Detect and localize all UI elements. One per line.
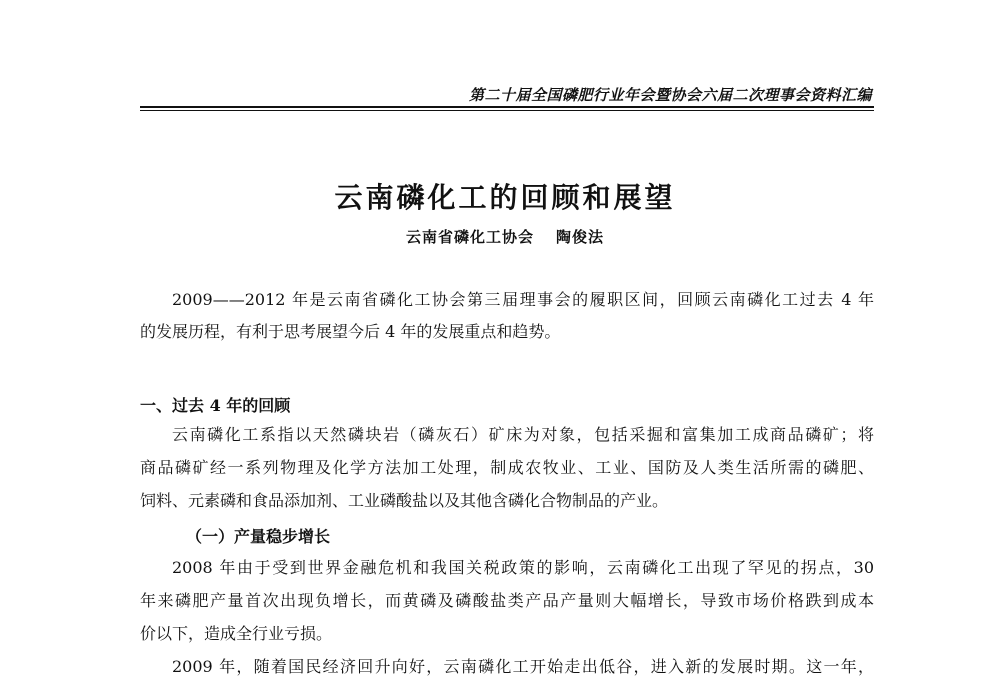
para2-line-1: 2008 年由于受到世界金融危机和我国关税政策的影响，云南磷化工出现了罕见的拐点，30 [172, 558, 874, 577]
subheading: （一）产量稳步增长 [186, 527, 331, 546]
header-rule [140, 106, 874, 108]
author: 陶俊法 [556, 228, 605, 246]
para2-line-3: 价以下，造成全行业亏损。 [140, 624, 333, 643]
article-title: 云南磷化工的回顾和展望 [334, 181, 676, 214]
section-heading: 一、过去 4 年的回顾 [140, 396, 291, 415]
intro-line-2: 的发展历程，有利于思考展望今后 4 年的发展重点和趋势。 [140, 322, 561, 341]
para3-line-1: 2009 年，随着国民经济回升向好，云南磷化工开始走出低谷，进入新的发展时期。这一年， [172, 657, 874, 676]
para2-line-2: 年来磷肥产量首次出现负增长，而黄磷及磷酸盐类产品产量则大幅增长，导致市场价格跌到成本 [140, 591, 874, 610]
para1-line-3: 饲料、元素磷和食品添加剂、工业磷酸盐以及其他含磷化合物制品的产业。 [140, 491, 669, 510]
byline [0, 226, 1000, 247]
para1-line-1: 云南磷化工系指以天然磷块岩（磷灰石）矿床为对象，包括采掘和富集加工成商品磷矿；将 [172, 425, 874, 444]
organization: 云南省磷化工协会 [405, 228, 534, 246]
para1-line-2: 商品磷矿经一系列物理及化学方法加工处理，制成农牧业、工业、国防及人类生活所需的磷肥、 [140, 458, 874, 477]
intro-line-1: 2009——2012 年是云南省磷化工协会第三届理事会的履职区间，回顾云南磷化工过去 4 年 [172, 290, 874, 309]
header-rule-thin [140, 110, 874, 111]
running-header: 第二十届全国磷肥行业年会暨协会六届二次理事会资料汇编 [468, 86, 872, 104]
